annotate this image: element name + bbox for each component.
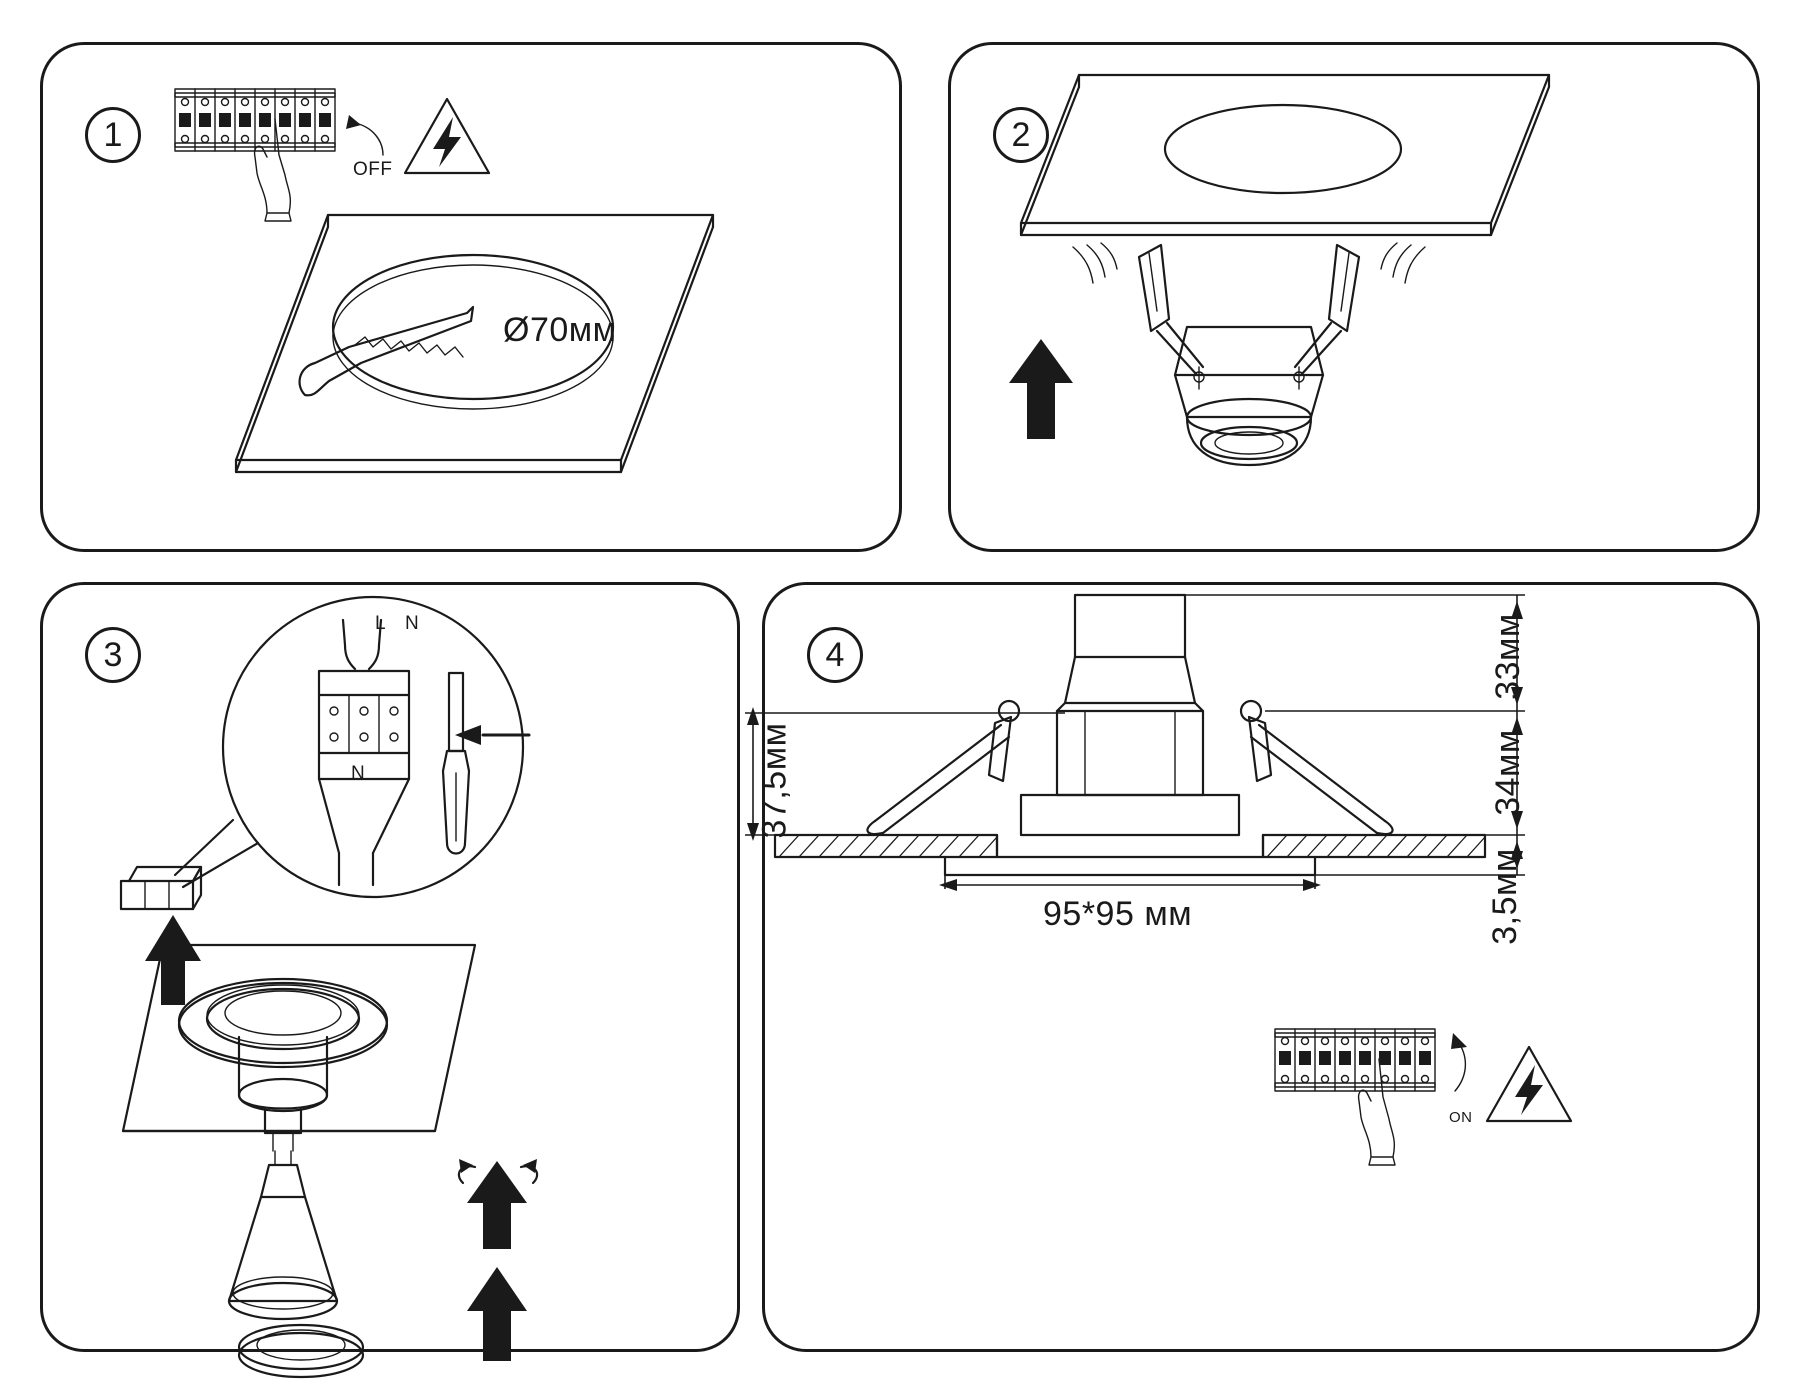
screwdriver-icon: [443, 673, 469, 854]
high-voltage-icon: [405, 99, 489, 173]
ceiling-panel-icon: [236, 215, 713, 472]
hole-saw-icon: [300, 307, 473, 395]
dim-depth-total-label: 37,5мм: [755, 722, 794, 839]
high-voltage-icon: [1487, 1047, 1571, 1121]
lamp-gu10-icon: [229, 1151, 337, 1319]
hand-pointer-icon: [255, 119, 291, 221]
hole-diameter-label: Ø70мм: [503, 311, 617, 349]
off-switch-arrow-icon: [346, 115, 383, 155]
section-view-icon: [775, 595, 1485, 875]
step-number-badge: 4: [807, 627, 863, 683]
terminal-block-mark-label: N: [351, 763, 366, 784]
up-arrow-icon: [467, 1161, 527, 1249]
step-number-badge: 3: [85, 627, 141, 683]
dim-height-bottom-label: 3,5мм: [1485, 848, 1524, 945]
power-on-label: ON: [1449, 1109, 1473, 1126]
dim-frame-size-label: 95*95 мм: [1043, 895, 1193, 933]
connector-block-icon: [121, 867, 201, 909]
panel-step-3: [40, 582, 740, 1352]
insert-arrow-icon: [455, 725, 529, 745]
circuit-breaker-icon: [175, 89, 335, 151]
dimension-frame-size: [939, 875, 1321, 891]
step-2-artwork: [951, 45, 1763, 555]
panel-step-4: [755, 582, 1760, 1352]
step-1-artwork: [43, 45, 905, 555]
lamp-socket-icon: [239, 1037, 327, 1151]
dim-height-top-label: 33мм: [1488, 613, 1527, 700]
terminal-block-icon: [319, 671, 409, 853]
panel-step-2: [948, 42, 1760, 552]
panel-step-1: [40, 42, 902, 552]
trim-ring-icon: [239, 1325, 363, 1377]
motion-marks-icon: [1073, 243, 1425, 283]
step-3-artwork: [43, 585, 743, 1355]
up-arrow-icon: [1009, 339, 1073, 439]
on-switch-arrow-icon: [1451, 1033, 1467, 1091]
power-off-label: OFF: [353, 159, 393, 180]
luminaire-frame-icon: [179, 979, 387, 1067]
dim-height-mid-label: 34мм: [1488, 729, 1527, 816]
step-number-badge: 1: [85, 107, 141, 163]
downlight-body-icon: [1175, 327, 1323, 465]
live-terminal-label: L: [375, 613, 387, 634]
neutral-terminal-label: N: [405, 613, 420, 634]
spring-clip-icon: [1139, 245, 1359, 375]
circuit-breaker-icon: [1275, 1029, 1467, 1165]
ceiling-panel-icon: [1021, 75, 1549, 235]
hand-pointer-icon: [1359, 1059, 1395, 1165]
up-arrow-icon: [467, 1267, 527, 1361]
step-4-artwork: [765, 585, 1763, 1355]
step-number-badge: 2: [993, 107, 1049, 163]
